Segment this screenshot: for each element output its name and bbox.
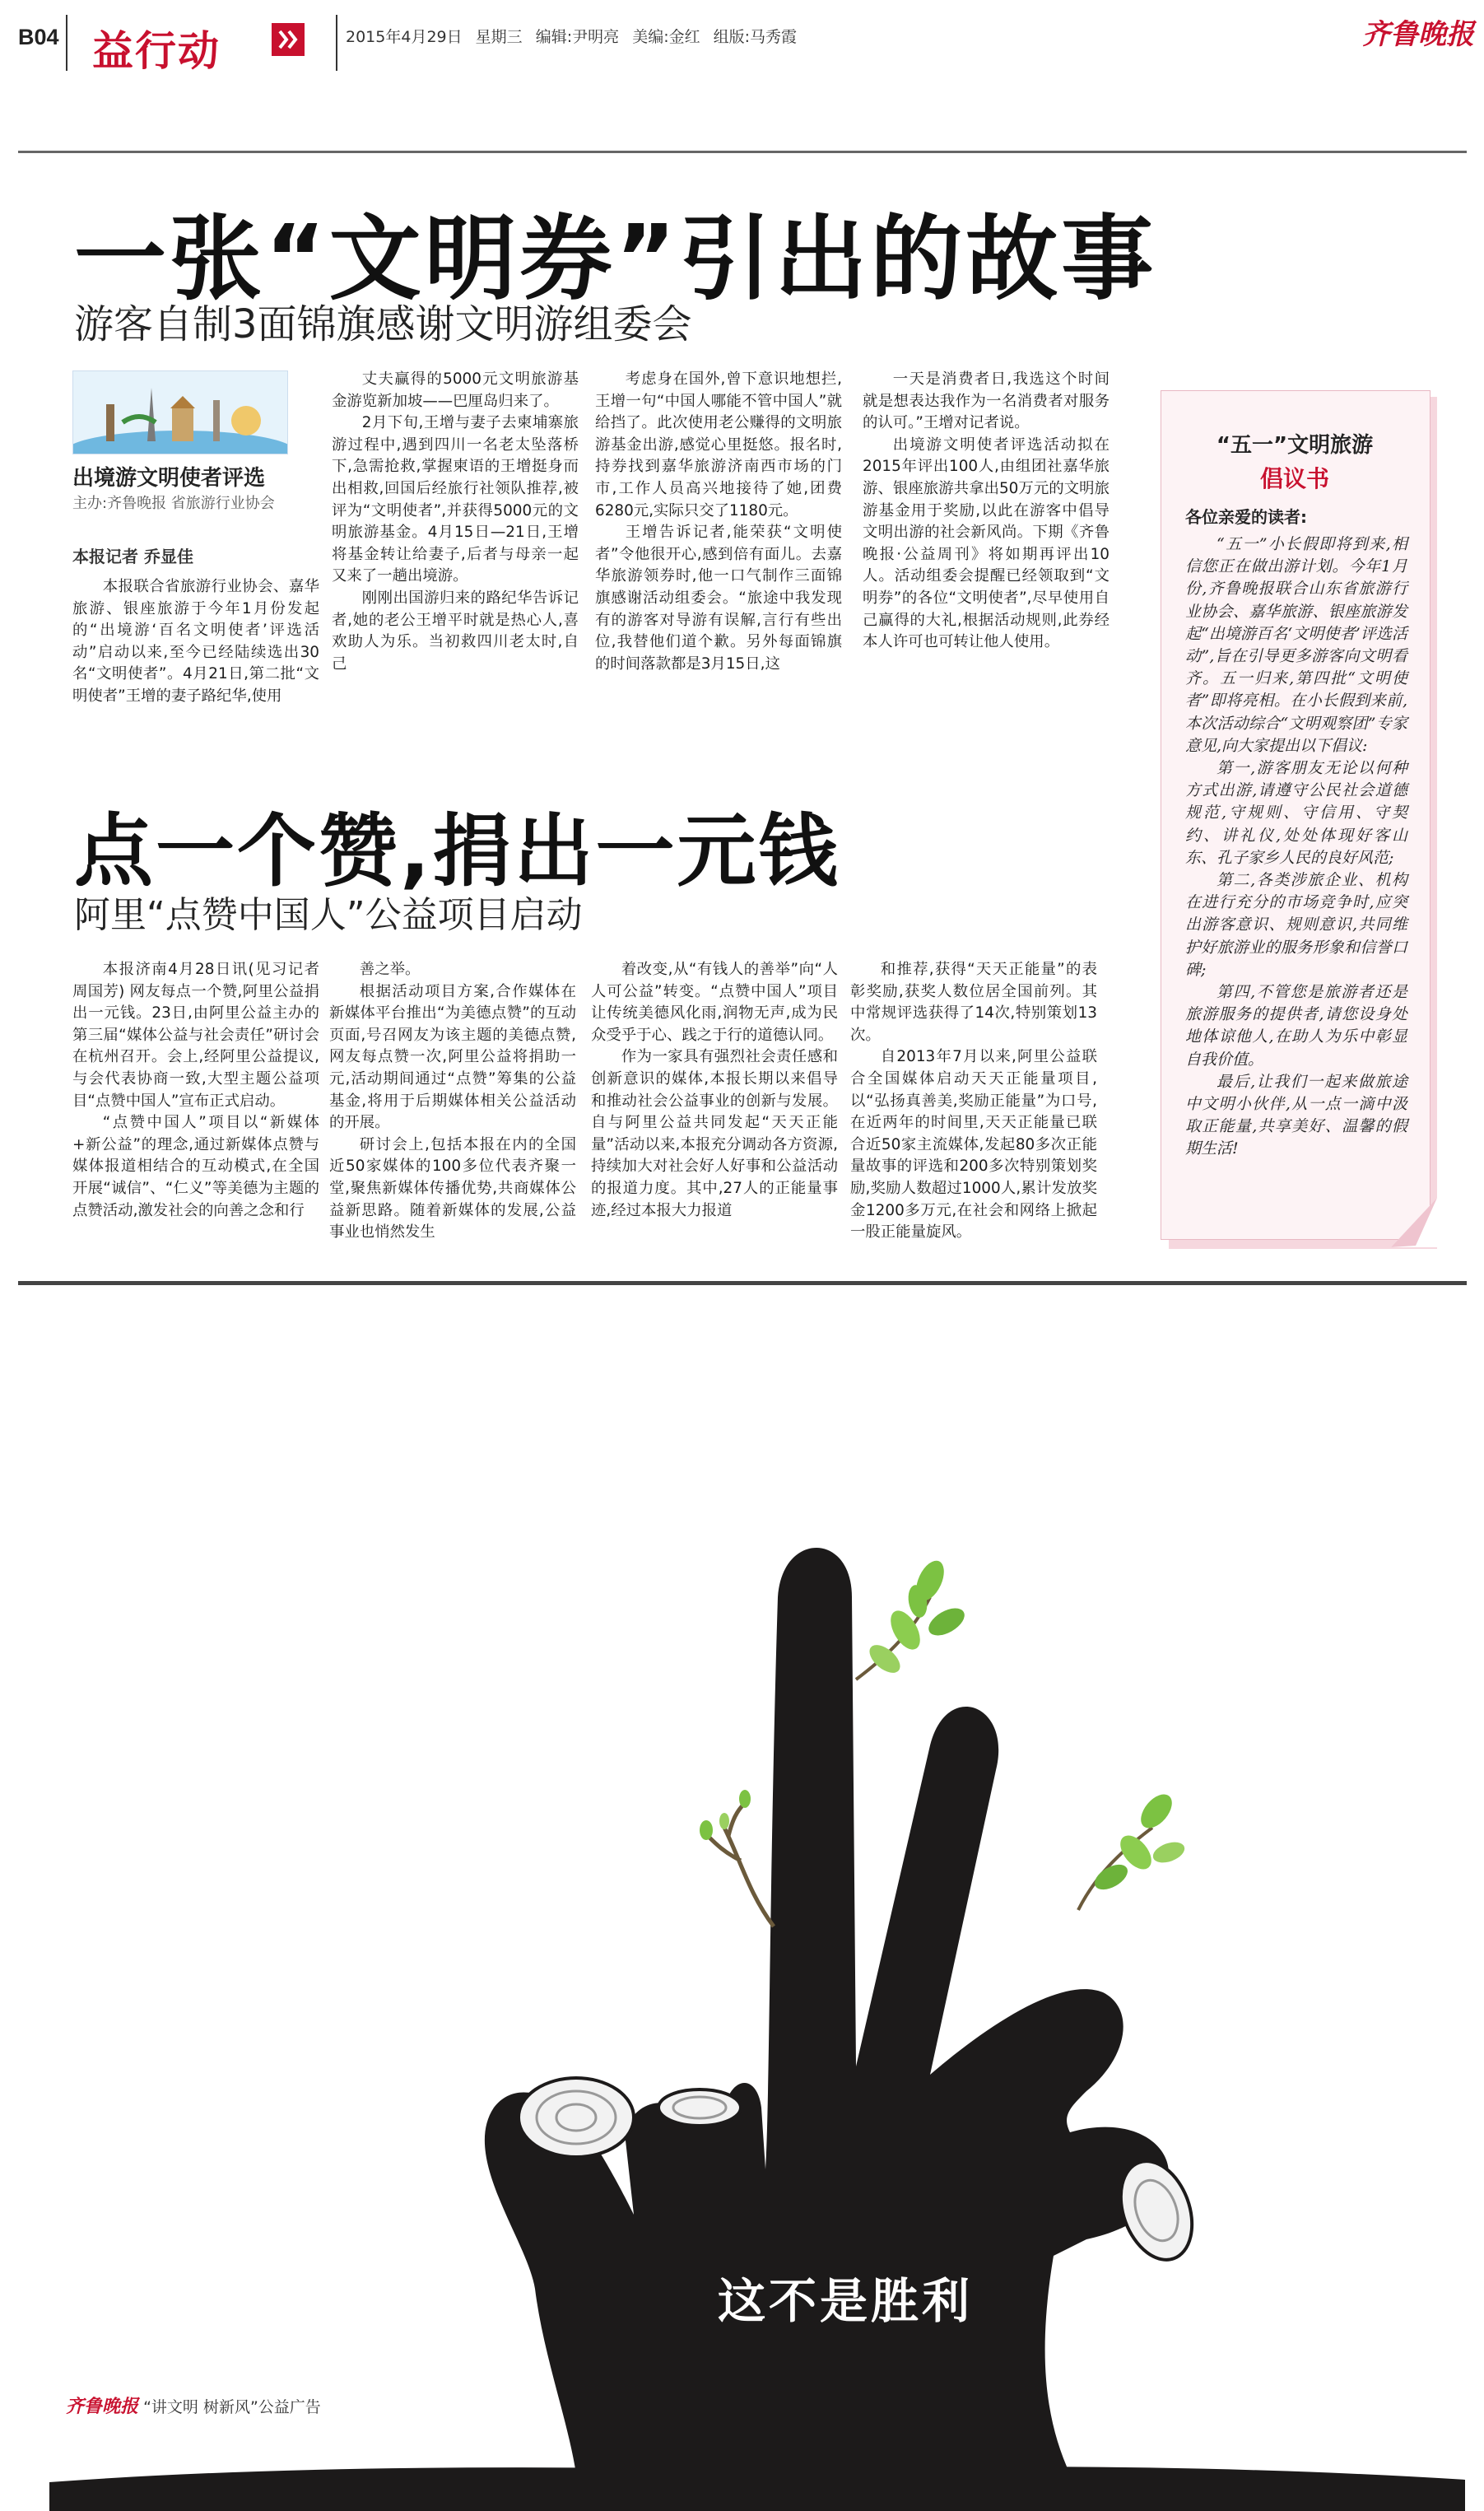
article-paragraph: 善之举。 [359,961,421,978]
sprouting-twig [700,1790,774,1926]
header-divider [66,15,67,71]
article-column [850,959,1097,1244]
proposal-subtitle: 倡议书 [1259,465,1329,492]
leaf-cluster [856,1557,969,1679]
header-divider [336,15,337,71]
article-column [72,576,319,708]
article-paragraph: 丈夫赢得的5000元文明旅游基金游览新加坡——巴厘岛归来了。 [332,370,579,410]
story2-headline: 点一个赞,捐出一元钱 [74,805,840,897]
ad-credit-text: “讲文明 树新风”公益广告 [143,2398,321,2416]
article-paragraph: 本报联合省旅游行业协会、嘉华旅游、银座旅游于今年1月份发起的“出境游‘百名文明使者’评选活动”启动以来,至今已经陆续选出30名“文明使者”。4月21日,第二批“文明使者”王增的妻子路纪华,使用 [72,578,319,705]
leaf-cluster [1078,1789,1188,1910]
travel-illustration [72,370,288,454]
article-paragraph: 根据活动项目方案,合作媒体在新媒体平台推出“为美德点赞”的互动页面,号召网友为该主题的美德点赞,网友每点赞一次,阿里公益将捐助一元,活动期间通过“点赞”筹集的公益基金,将用于后期媒体相关公益活动的开展。 [329,982,576,1132]
layout-credit: 组版:马秀霞 [713,28,798,46]
ad-credit [66,2392,321,2418]
article-column [72,959,319,1222]
article-paragraph: 一天是消费者日,我选这个时间就是想表达我作为一名消费者对服务的认可。”王增对记者说。 [863,370,1110,432]
article-column [591,959,838,1222]
article-paragraph: 和推荐,获得“天天正能量”的表彰奖励,获奖人数位居全国前列。其中常规评选获得了14次,特别策划13次。 [850,961,1097,1044]
editor-credit: 编辑:尹明亮 [535,28,620,46]
article-column [329,959,576,1244]
art-editor-credit: 美编:金红 [632,28,700,46]
double-chevron-icon [272,23,305,56]
page-curl-icon [1391,1198,1437,1247]
header-rule [18,151,1467,153]
promo-sponsor: 主办:齐鲁晚报 省旅游行业协会 [72,495,275,512]
proposal-paragraph: “五一”小长假即将到来,相信您正在做出游计划。今年1月份,齐鲁晚报联合山东省旅游行业协会、嘉华旅游、银座旅游发起“出境游百名‘文明使者’评选活动”,旨在引导更多游客向文明看齐。五一归来,第四批“文明使者”即将亮相。在小长假到来前,本次活动综合“文明观察团”专家意见,向大家提出以下倡议: [1185,535,1407,755]
tree-trunk [485,1548,1169,2474]
byline: 本报记者 乔显佳 [72,547,193,566]
promo-title: 出境游文明使者评选 [72,466,266,491]
newspaper-logo: 齐鲁晚报 [1362,18,1474,51]
ad-slogan: 这不是胜利 [718,2273,974,2329]
page-number: B04 [18,25,59,49]
proposal-title: “五一”文明旅游 [1216,433,1374,458]
article-paragraph: 自2013年7月以来,阿里公益联合全国媒体启动天天正能量项目,以“弘扬真善美,奖励正能量”为口号,在近两年的时间里,天天正能量已联合近50家主流媒体,发起80多次正能量故事的评选和200多次特别策划奖励,奖励人数超过1000人,累计发放奖金1200多万元,在社会和网络上掀起一股正能量旋风。 [850,1048,1097,1242]
article-paragraph: “点赞中国人”项目以“新媒体+新公益”的理念,通过新媒体点赞与媒体报道相结合的互动模式,在全国开展“诚信”、“仁义”等美德为主题的点赞活动,激发社会的向善之念和行 [72,1114,319,1219]
proposal-paragraph: 第二,各类涉旅企业、机构在进行充分的市场竞争时,应突出游客意识、规则意识,共同维护好旅游业的服务形象和信誉口碑; [1185,871,1407,979]
proposal-body [1185,533,1407,1161]
article-column [595,369,842,675]
story2-subhead: 阿里“点赞中国人”公益项目启动 [74,894,583,936]
article-paragraph: 作为一家具有强烈社会责任感和创新意识的媒体,本报长期以来倡导和推动社会公益事业的创新与发展。自与阿里公益共同发起“天天正能量”活动以来,本报充分调动各方资源,持续加大对社会好人好事和公益活动的报道力度。其中,27人的正能量事迹,经过本报大力报道 [591,1048,838,1219]
section-title: 益行动 [92,27,221,75]
article-paragraph: 刚刚出国游归来的路纪华告诉记者,她的老公王增平时就是热心人,喜欢助人为乐。当初救四川老太时,自己 [332,589,579,673]
proposal-paragraph: 第四,不管您是旅游者还是旅游服务的提供者,请您设身处地体谅他人,在助人为乐中彰显自我价值。 [1185,983,1407,1069]
proposal-paragraph: 最后,让我们一起来做旅途中文明小伙伴,从一点一滴中汲取正能量,共享美好、温馨的假期生活! [1185,1072,1407,1158]
ad-credit-brand: 齐鲁晚报 [66,2396,139,2417]
story1-headline: 一张“文明券”引出的故事 [74,206,1157,313]
issue-date: 2015年4月29日 [346,28,463,46]
story1-subhead: 游客自制3面锦旗感谢文明游组委会 [74,301,692,347]
article-paragraph: 出境游文明使者评选活动拟在2015年评出100人,由组团社嘉华旅游、银座旅游共拿出50万元的文明旅游基金用于奖励,以此在游客中倡导文明出游的社会新风尚。下期《齐鲁晚报·公益周刊》将如期再评出10人。活动组委会提醒已经领取到“文明券”的各位“文明使者”,尽早使用自己赢得的大礼,根据活动规则,此券经本人许可也可转让他人使用。 [863,436,1110,651]
article-paragraph: 2月下旬,王增与妻子去柬埔寨旅游过程中,遇到四川一名老太坠落桥下,急需抢救,掌握柬语的王增挺身而出相救,回国后经旅行社领队推荐,被评为“文明使者”,并获得5000元的文明旅游基金。4月15日—21日,王增将基金转让给妻子,后者与母亲一起又来了一趟出境游。 [332,414,579,585]
article-column [332,369,579,675]
article-paragraph: 王增告诉记者,能荣获“文明使者”令他很开心,感到倍有面儿。去嘉华旅游领券时,他一口气制作三面锦旗感谢活动组委会。“旅途中我发现有的游客对导游有误解,言行有些出位,我替他们道个歉。另外每面锦旗的时间落款都是3月15日,这 [595,524,842,673]
article-paragraph: 着改变,从“有钱人的善举”向“人人可公益”转变。“点赞中国人”项目让传统美德风化雨,润物无声,成为民众受乎于心、践之于行的道德认同。 [591,961,838,1044]
issue-weekday: 星期三 [475,28,523,46]
proposal-greeting: 各位亲爱的读者: [1185,507,1307,527]
article-column [863,369,1110,654]
article-paragraph: 考虑身在国外,曾下意识地想拦,王增一句“中国人哪能不管中国人”就给挡了。此次使用老公赚得的文明旅游基金出游,感觉心里挺悠。报名时,持券找到嘉华旅游济南西市场的门市,工作人员高兴地接待了她,团费6280元,实际只交了1180元。 [595,370,842,519]
stump-ring [658,2089,741,2126]
proposal-paragraph: 第一,游客朋友无论以何种方式出游,请遵守公民社会道德规范,守规则、守信用、守契约、讲礼仪,处处体现好客山东、孔子家乡人民的良好风范; [1185,759,1407,867]
issue-meta [346,25,797,47]
article-paragraph: 研讨会上,包括本报在内的全国近50家媒体的100多位代表齐聚一堂,聚焦新媒体传播优势,共商媒体公益新思路。随着新媒体的发展,公益事业也悄然发生 [329,1135,576,1242]
article-paragraph: 本报济南4月28日讯(见习记者 周国芳) 网友每点一个赞,阿里公益捐出一元钱。23日,由阿里公益主办的第三届“媒体公益与社会责任”研讨会在杭州召开。会上,经阿里公益提议,与会代表协商一致,大型主题公益项目“点赞中国人”宣布正式启动。 [72,961,319,1110]
